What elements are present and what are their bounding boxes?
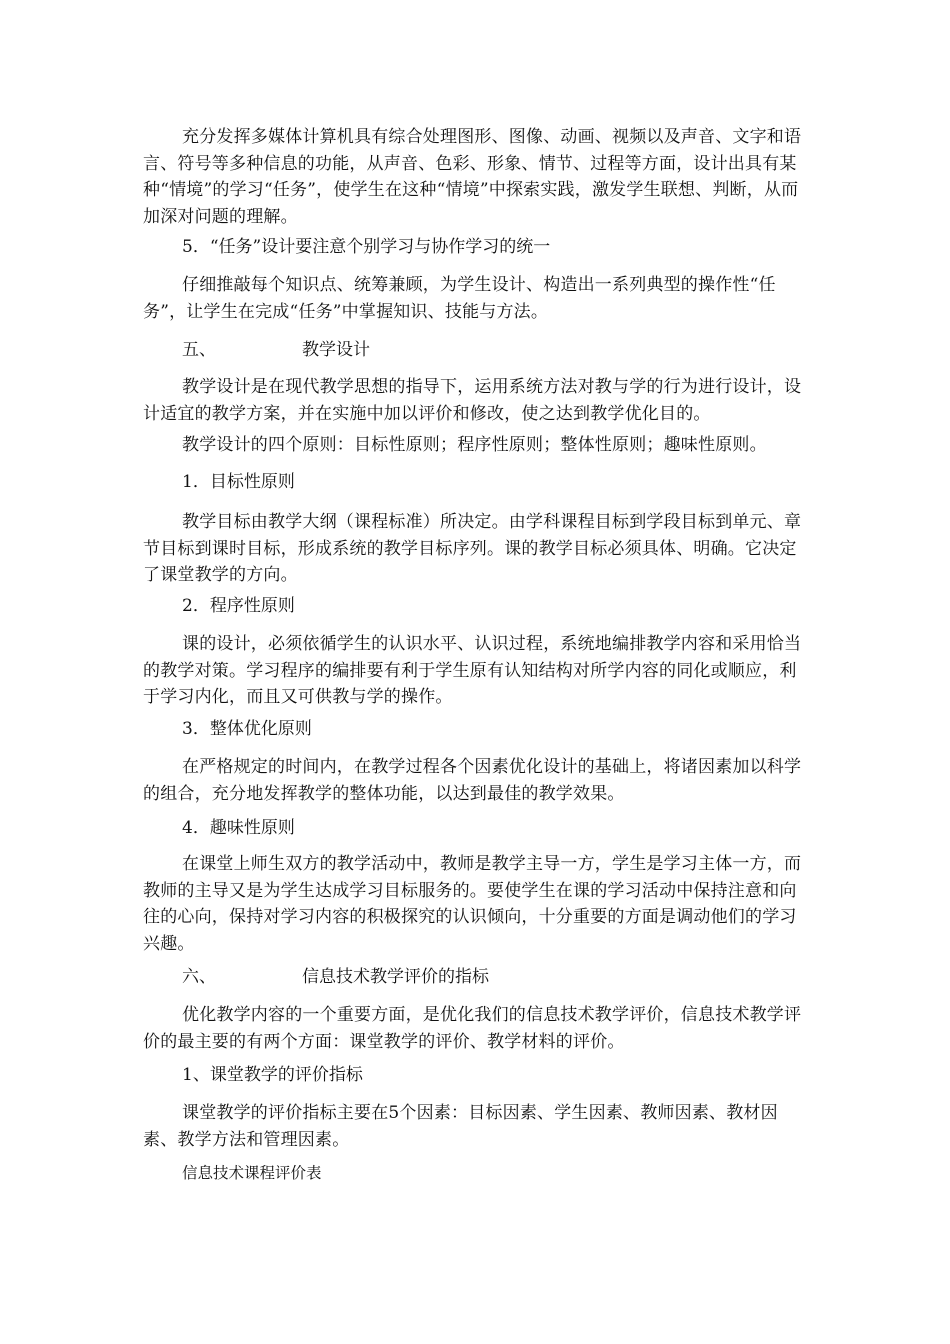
table-caption: 信息技术课程评价表 — [182, 1164, 322, 1182]
section-number: 六、 — [182, 967, 216, 987]
paragraph-goal-principle: 教学目标由教学大纲（课程标准）所决定。由学科课程目标到学段目标到单元、章节目标到课时目标，形成系统的教学目标序列。课的教学目标必须具体、明确。它决定了课堂教学的方向。 — [143, 512, 802, 585]
paragraph-teaching-design-definition: 教学设计是在现代教学思想的指导下，运用系统方法对教与学的行为进行设计，设计适宜的教学方案，并在实施中加以评价和修改，使之达到教学优化目的。 — [143, 377, 802, 424]
paragraph-multimedia-situation: 充分发挥多媒体计算机具有综合处理图形、图像、动画、视频以及声音、文字和语言、符号等多种信息的功能，从声音、色彩、形象、情节、过程等方面，设计出具有某种“情境”的学习“任务”，使学生在这种“情境”中探索实践，激发学生联想、判断，从而加深对问题的理解。 — [143, 127, 802, 227]
heading-interest-principle: 4．趣味性原则 — [182, 818, 295, 838]
paragraph-interest-principle: 在课堂上师生双方的教学活动中，教师是教学主导一方，学生是学习主体一方，而教师的主导又是为学生达成学习目标服务的。要使学生在课的学习活动中保持注意和向往的心向，保持对学习内容的积极探究的认识倾向，十分重要的方面是调动他们的学习兴趣。 — [143, 854, 802, 954]
paragraph-evaluation-overview: 优化教学内容的一个重要方面，是优化我们的信息技术教学评价，信息技术教学评价的最主要的有两个方面：课堂教学的评价、教学材料的评价。 — [143, 1005, 802, 1052]
section-heading-teaching-design — [182, 337, 370, 364]
paragraph-task-series: 仔细推敲每个知识点、统筹兼顾，为学生设计、构造出一系列典型的操作性“任务”，让学生在完成“任务”中掌握知识、技能与方法。 — [143, 275, 776, 322]
paragraph-five-factors: 课堂教学的评价指标主要在5个因素：目标因素、学生因素、教师因素、教材因素、教学方法和管理因素。 — [143, 1103, 778, 1150]
heading-procedure-principle: 2．程序性原则 — [182, 596, 295, 616]
heading-task-design-5: 5．“任务”设计要注意个别学习与协作学习的统一 — [182, 237, 551, 257]
paragraph-holistic-principle: 在严格规定的时间内，在教学过程各个因素优化设计的基础上，将诸因素加以科学的组合，充分地发挥教学的整体功能，以达到最佳的教学效果。 — [143, 757, 802, 804]
section-heading-evaluation-indicators — [182, 964, 489, 991]
heading-goal-principle: 1．目标性原则 — [182, 472, 295, 492]
section-title: 教学设计 — [302, 340, 370, 360]
heading-holistic-principle: 3．整体优化原则 — [182, 719, 312, 739]
paragraph-procedure-principle: 课的设计，必须依循学生的认识水平、认识过程，系统地编排教学内容和采用恰当的教学对策。学习程序的编排要有利于学生原有认知结构对所学内容的同化或顺应，利于学习内化，而且又可供教与学的操作。 — [143, 634, 802, 707]
paragraph-four-principles: 教学设计的四个原则：目标性原则；程序性原则；整体性原则；趣味性原则。 — [182, 435, 767, 455]
heading-classroom-evaluation: 1、课堂教学的评价指标 — [182, 1065, 363, 1085]
section-title: 信息技术教学评价的指标 — [302, 967, 489, 987]
section-number: 五、 — [182, 340, 216, 360]
